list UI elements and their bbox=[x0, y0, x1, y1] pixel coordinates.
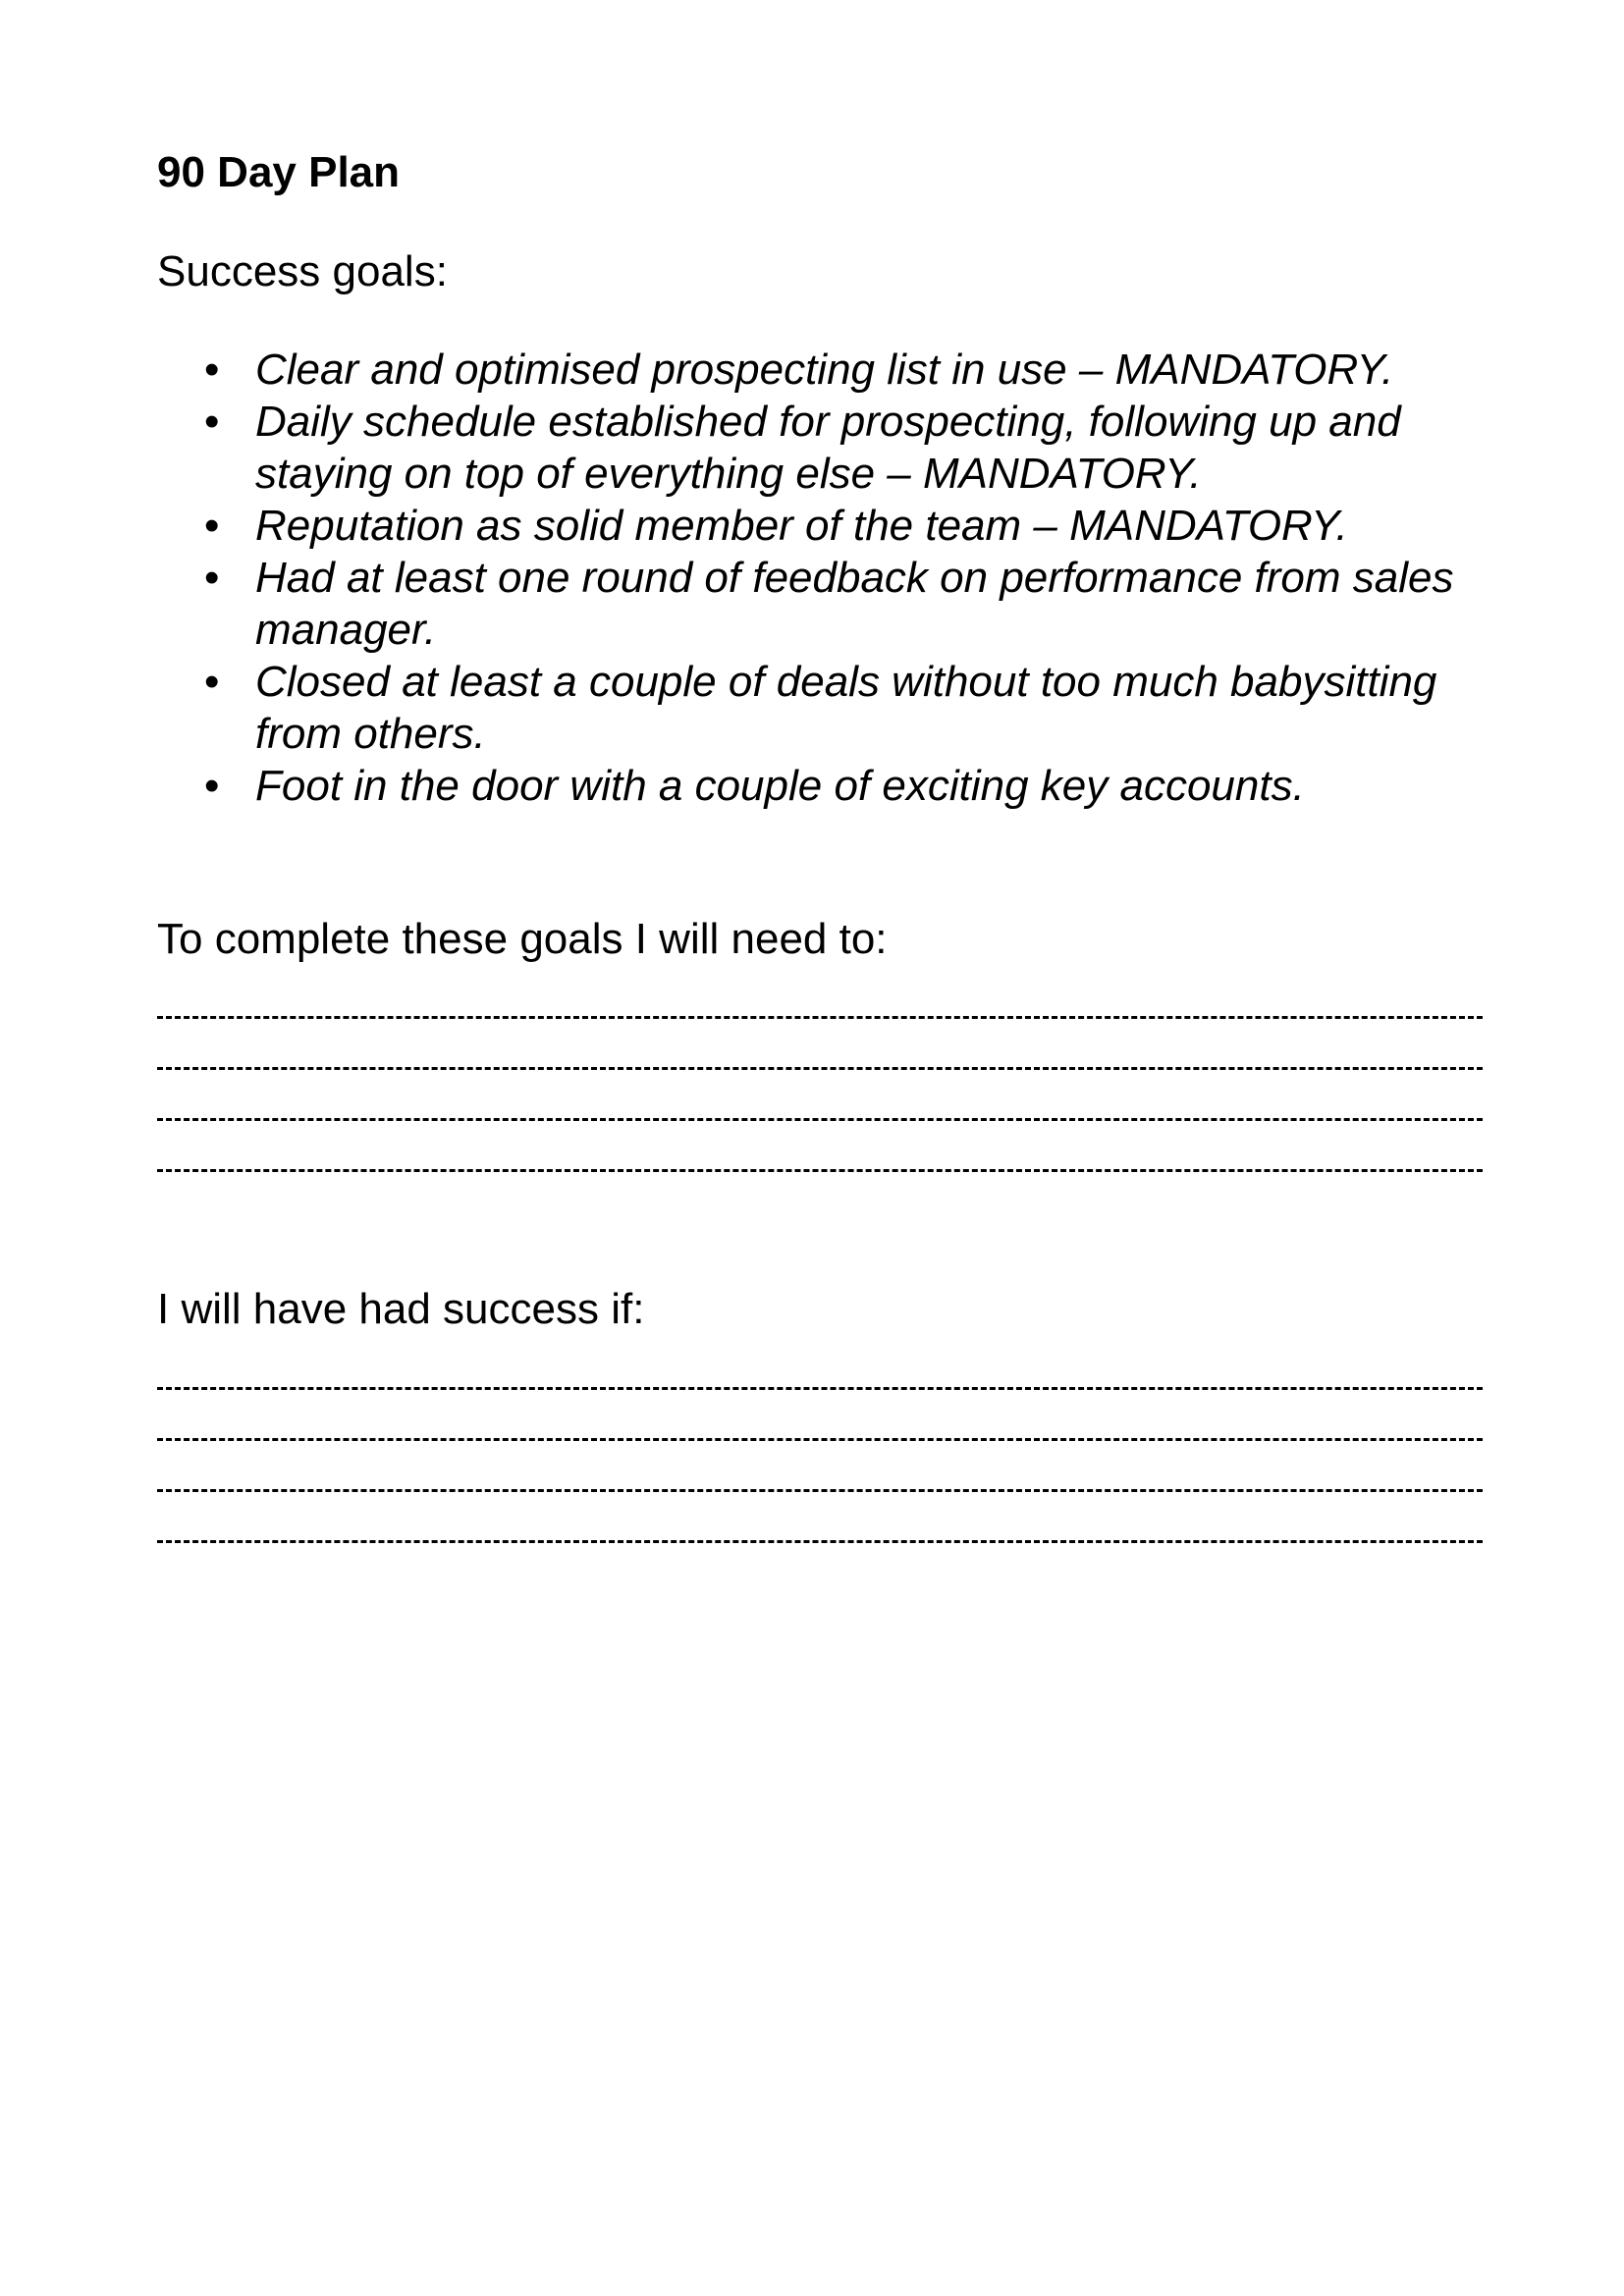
writing-line bbox=[157, 1169, 1483, 1172]
list-item bbox=[157, 760, 1483, 812]
writing-line bbox=[157, 1540, 1483, 1543]
writing-line bbox=[157, 1016, 1483, 1019]
writing-line bbox=[157, 1489, 1483, 1492]
goal-text: Closed at least a couple of deals without too much babysitting from others. bbox=[255, 657, 1437, 758]
success-writing-lines bbox=[157, 1387, 1483, 1543]
bullet-icon: • bbox=[204, 345, 220, 394]
bullet-icon: • bbox=[204, 553, 220, 602]
goal-text: Clear and optimised prospecting list in use – MANDATORY. bbox=[255, 345, 1394, 394]
list-item bbox=[157, 656, 1483, 760]
writing-line bbox=[157, 1438, 1483, 1441]
need-writing-lines bbox=[157, 1016, 1483, 1172]
bullet-icon: • bbox=[204, 761, 220, 810]
goal-text: Reputation as solid member of the team – MANDATORY. bbox=[255, 501, 1348, 550]
success-goals-label: Success goals: bbox=[157, 246, 448, 295]
writing-line bbox=[157, 1387, 1483, 1390]
need-heading: To complete these goals I will need to: bbox=[157, 914, 888, 963]
goal-text: Foot in the door with a couple of exciting key accounts. bbox=[255, 761, 1305, 810]
list-item bbox=[157, 396, 1483, 500]
goal-text: Daily schedule established for prospecting, following up and staying on top of everything else – MANDATORY. bbox=[255, 397, 1401, 498]
bullet-icon: • bbox=[204, 397, 220, 446]
bullet-icon: • bbox=[204, 657, 220, 706]
bullet-icon: • bbox=[204, 501, 220, 550]
document-content bbox=[157, 147, 1483, 1543]
writing-line bbox=[157, 1118, 1483, 1121]
goals-list bbox=[157, 344, 1483, 812]
list-item bbox=[157, 344, 1483, 396]
writing-line bbox=[157, 1067, 1483, 1070]
success-heading: I will have had success if: bbox=[157, 1285, 645, 1334]
goal-text: Had at least one round of feedback on performance from sales manager. bbox=[255, 553, 1454, 654]
page-title: 90 Day Plan bbox=[157, 148, 401, 196]
list-item bbox=[157, 500, 1483, 552]
list-item bbox=[157, 552, 1483, 656]
